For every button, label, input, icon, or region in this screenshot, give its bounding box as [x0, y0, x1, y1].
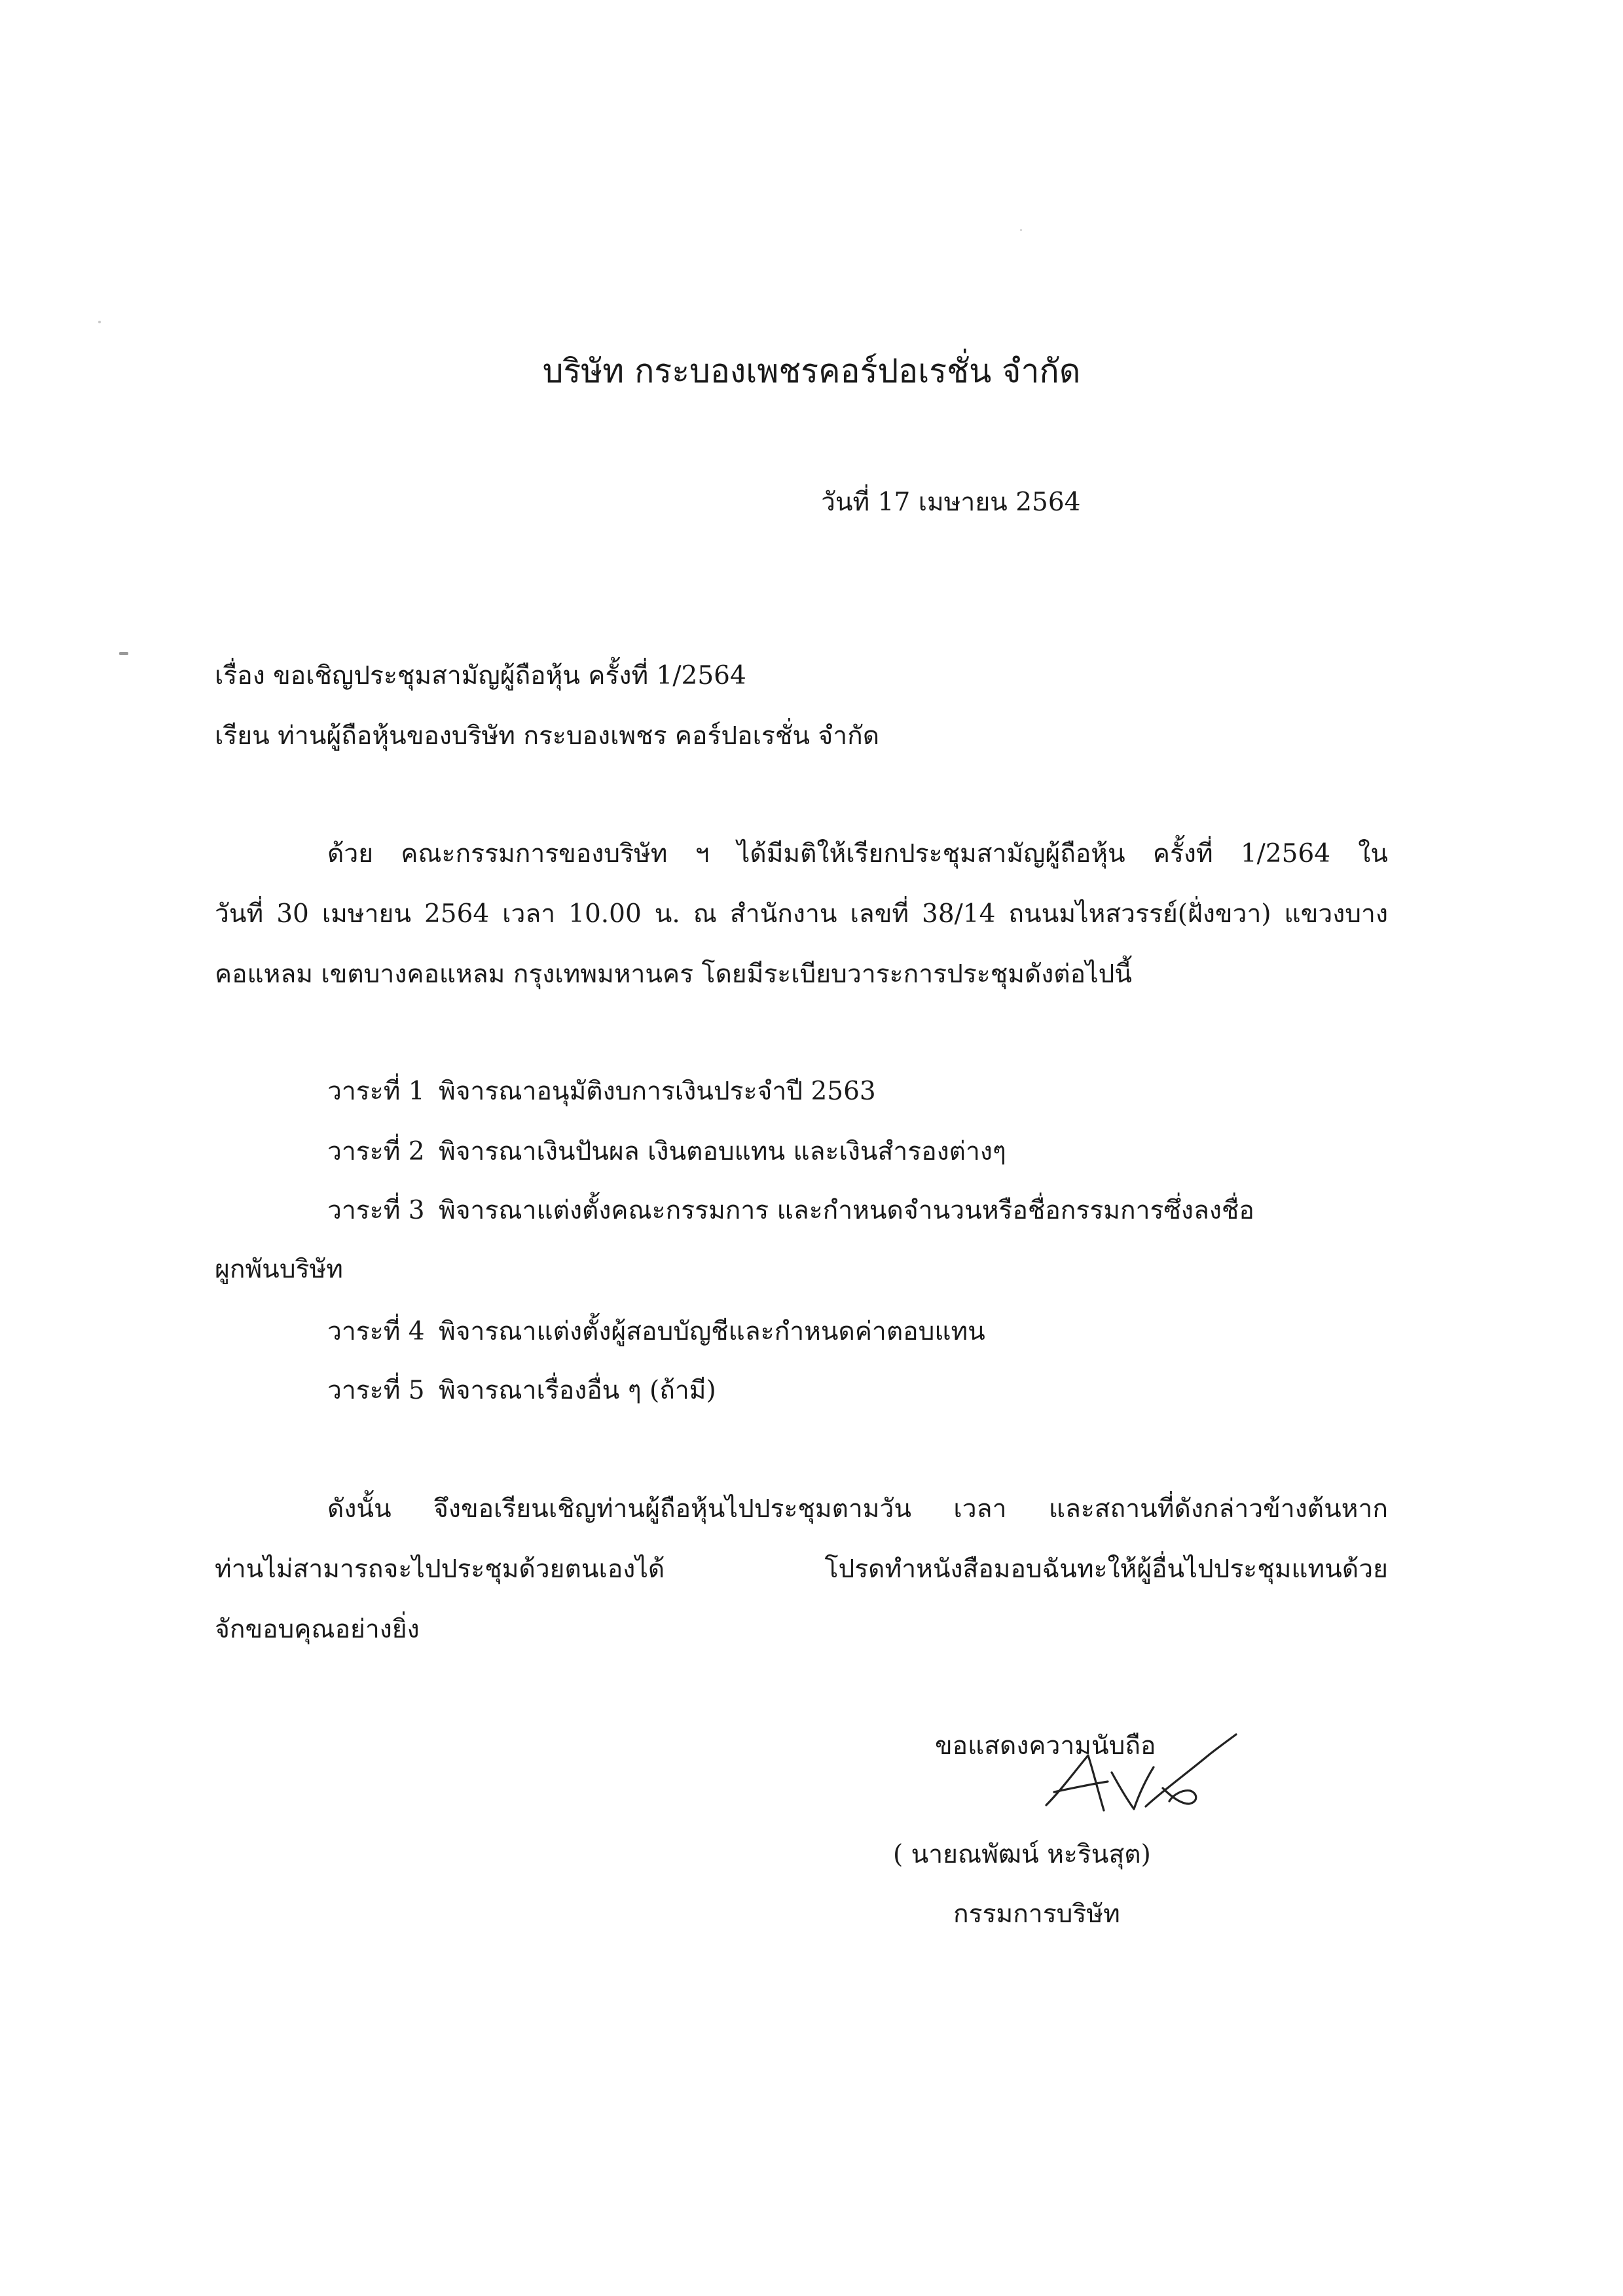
- agenda-number: วาระที่ 2: [327, 1137, 425, 1166]
- agenda-text: พิจารณาเงินปันผล เงินตอบแทน และเงินสำรองต่างๆ: [439, 1137, 1006, 1166]
- letter-date: วันที่ 17 เมษายน 2564: [821, 488, 1081, 517]
- scan-speck: [119, 652, 128, 655]
- signatory-title: กรรมการบริษัท: [953, 1899, 1120, 1929]
- company-title: บริษัท กระบองเพชรคอร์ปอเรชั่น จำกัด: [542, 352, 1081, 390]
- intro-line: วันที่ 30 เมษายน 2564 เวลา 10.00 น. ณ สำนักงาน เลขที่ 38/14 ถนนมไหสวรรย์(ฝั่งขวา) แขวงบาง: [215, 899, 1388, 929]
- intro-line: ด้วย คณะกรรมการของบริษัท ฯ ได้มีมติให้เรียกประชุมสามัญผู้ถือหุ้น ครั้งที่ 1/2564 ใน: [327, 839, 1388, 869]
- agenda-text: พิจารณาอนุมัติงบการเงินประจำปี 2563: [439, 1077, 876, 1106]
- agenda-item: [327, 1372, 716, 1409]
- closing-line: ท่านไม่สามารถจะไปประชุมด้วยตนเองได้ โปรดทำหนังสือมอบฉันทะให้ผู้อื่นไปประชุมแทนด้วย: [215, 1554, 1388, 1584]
- letter-subject: เรื่อง ขอเชิญประชุมสามัญผู้ถือหุ้น ครั้งที่ 1/2564: [215, 661, 746, 691]
- agenda-continuation: ผูกพันบริษัท: [215, 1255, 343, 1284]
- letter-recipient: เรียน ท่านผู้ถือหุ้นของบริษัท กระบองเพชร คอร์ปอเรชั่น จำกัด: [215, 721, 880, 751]
- signatory-name: ( นายณพัฒน์ หะรินสุต): [893, 1840, 1151, 1869]
- closing-line: จักขอบคุณอย่างยิ่ง: [215, 1615, 420, 1644]
- agenda-item: [327, 1073, 876, 1110]
- scan-speck: [1020, 229, 1022, 231]
- agenda-item: [327, 1193, 1254, 1229]
- agenda-number: วาระที่ 1: [327, 1077, 425, 1106]
- agenda-text: พิจารณาแต่งตั้งคณะกรรมการ และกำหนดจำนวนหรือชื่อกรรมการซึ่งลงชื่อ: [439, 1196, 1254, 1225]
- closing-line: ดังนั้น จึงขอเรียนเชิญท่านผู้ถือหุ้นไปประชุมตามวัน เวลา และสถานที่ดังกล่าวข้างต้นหาก: [327, 1494, 1388, 1524]
- agenda-text: พิจารณาเรื่องอื่น ๆ (ถ้ามี): [439, 1376, 716, 1405]
- scan-speck: [98, 321, 101, 323]
- agenda-text: พิจารณาแต่งตั้งผู้สอบบัญชีและกำหนดค่าตอบแทน: [439, 1317, 985, 1346]
- agenda-item: [327, 1314, 985, 1350]
- agenda-item: [327, 1134, 1006, 1170]
- agenda-number: วาระที่ 4: [327, 1317, 425, 1346]
- agenda-number: วาระที่ 5: [327, 1376, 425, 1405]
- sign-off: ขอแสดงความนับถือ: [935, 1731, 1156, 1761]
- agenda-number: วาระที่ 3: [327, 1196, 425, 1225]
- intro-line: คอแหลม เขตบางคอแหลม กรุงเทพมหานคร โดยมีระเบียบวาระการประชุมดังต่อไปนี้: [215, 960, 1133, 989]
- handwritten-signature: [1034, 1728, 1237, 1833]
